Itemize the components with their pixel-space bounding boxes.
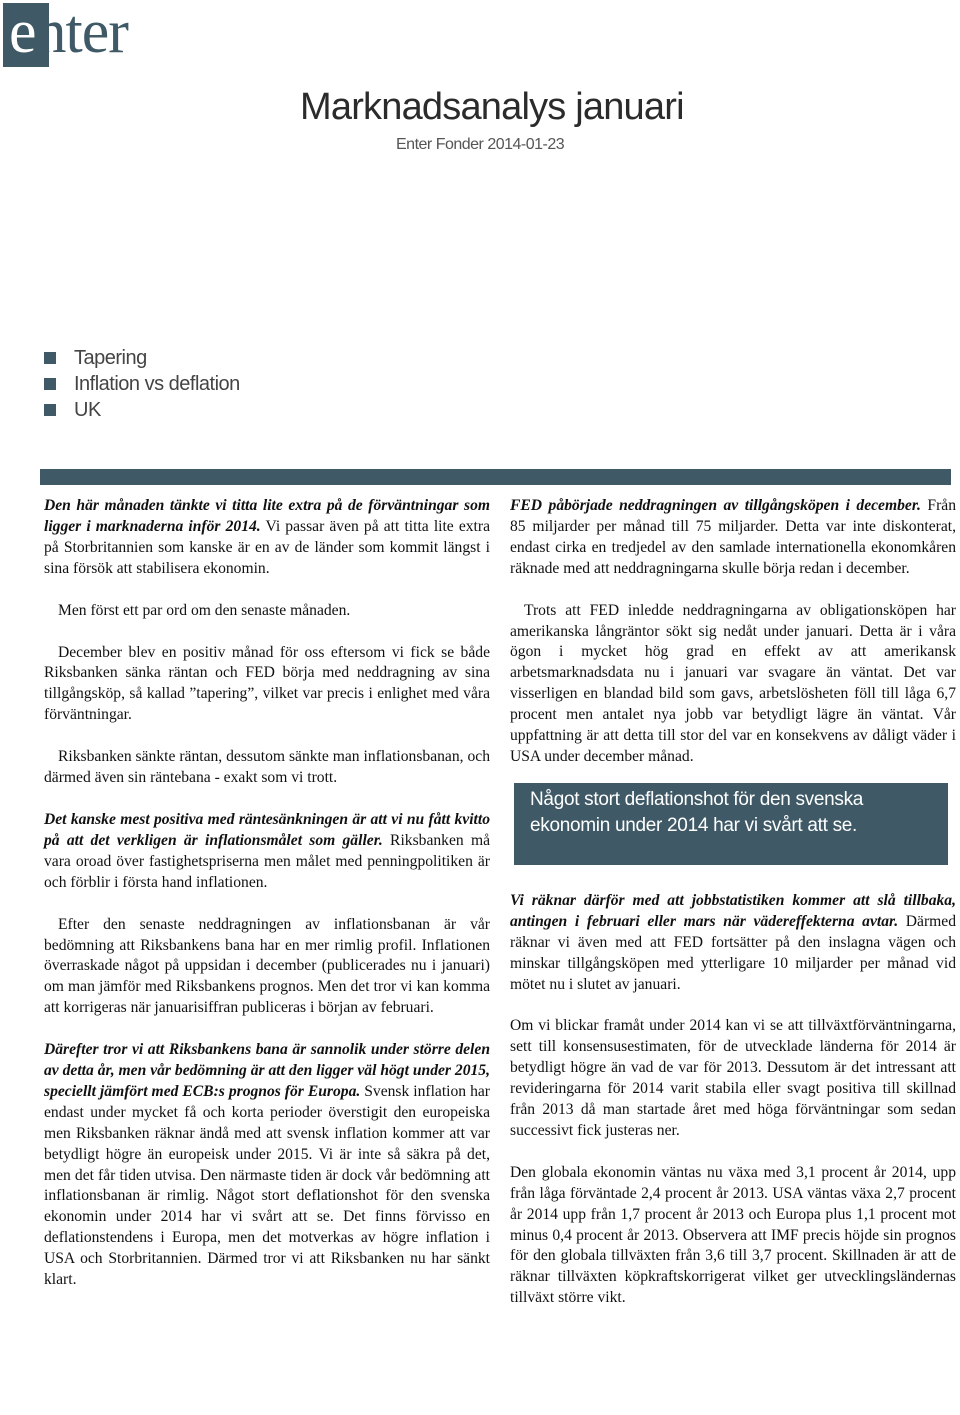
topic-item xyxy=(44,398,240,424)
topic-item xyxy=(44,372,240,398)
paragraph xyxy=(44,496,490,580)
enter-logo xyxy=(3,0,159,67)
topic-item xyxy=(44,346,240,372)
paragraph xyxy=(44,1040,490,1291)
pull-quote: Något stort deflationshot för den svenska ekonomin under 2014 har vi svårt att se. xyxy=(514,783,948,865)
left-column xyxy=(44,496,490,1312)
lead-bold: Det kanske mest positiva med räntesänkningen är att vi nu fått kvitto på att det verkligen är inflationsmålet som gäller. xyxy=(44,810,490,849)
paragraph xyxy=(510,496,956,580)
paragraph-text: Därmed räknar vi även med att FED fortsätter på den inslagna vägen och minskar tillgångsköpen med ytterligare 10 miljarder per månad vid mötet nu i slutet av januari. xyxy=(510,912,957,993)
paragraph: Den globala ekonomin väntas nu växa med 3,1 procent år 2014, upp från låga förväntade 2,4 procent år 2013. USA väntas växa 2,7 procent år 2014 upp från 1,7 procent år 2013 och Europa plus 1,1 procent mot minus 0,4 procent år 2013. Observera att IMF precis höjde sin prognos för den globala tillväxten från 3,6 till 3,7 procent. Skillnaden är att de räknar tillväxten köpkraftskorrigerat vilket ger utvecklingsländernas tillväxt större vikt. xyxy=(510,1163,956,1307)
topic-label: Tapering xyxy=(74,347,147,369)
logo-text: enter xyxy=(9,0,128,66)
paragraph: Riksbanken sänkte räntan, dessutom sänkte man inflationsbanan, och därmed även sin räntebana - exakt som vi trott. xyxy=(44,748,490,787)
topic-list xyxy=(44,346,240,424)
paragraph: Men först ett par ord om den senaste månaden. xyxy=(58,601,351,619)
right-column xyxy=(510,496,956,1330)
paragraph xyxy=(510,891,956,996)
lead-bold: FED påbörjade neddragningen av tillgångsköpen i december. xyxy=(510,497,921,514)
paragraph: Trots att FED inledde neddragningarna av obligationsköpen har amerikanska långräntor sökt sig nedåt under januari. Detta är i våra ögon i mycket hög grad en effekt av att amerikansk arbetsmarknadsdata nu i januari var svagare än väntat. Det var visserligen en blandad bild som gavs, arbetslösheten föll till låga 6,7 procent men antalet nya jobb var betydligt lägre än väntat. Vår uppfattning är att detta till stor del var en konsekvens av dåligt väder i USA under december månad. xyxy=(510,601,956,765)
paragraph-text: Vi passar även på att titta lite extra på Storbritannien som kanske är en av de länder som kommit längst i sina försök att stabilisera ekonomin. xyxy=(44,517,491,577)
paragraph-text: Riksbanken må vara oroad över fastighetspriserna men målet med penningpolitiken är och förblir i första hand inflationen. xyxy=(44,831,490,891)
square-bullet-icon xyxy=(44,404,56,416)
topic-label: Inflation vs deflation xyxy=(74,373,240,395)
lead-bold: Därefter tror vi att Riksbankens bana är sannolik under större delen av detta år, men vår bedömning är att den ligger väl högt under 2015, speciellt jämfört med ECB:s prognos för Europa. xyxy=(44,1041,490,1100)
paragraph-text: Svensk inflation har endast under mycket få och korta perioder överstigit den europeiska men Riksbanken räknar ändå med att svensk inflation kommer att var betydligt högre än europeisk under 2015. Vi är inte så säkra på det, men det får tiden utvisa. Den närmaste tiden är dock vår bedömning att inflationsbanan är rimlig. Något stort deflationshot för den svenska ekonomin under 2014 har vi svårt att se. Det finns förvisso en deflationstendens i Europa, men det motverkas av högre inflation i USA och Storbritannien. Därmed tror vi att Riksbanken nu har sänkt klart. xyxy=(44,1082,490,1289)
lead-bold: Den här månaden tänkte vi titta lite extra på de förväntningar som ligger i marknaderna inför 2014. xyxy=(44,497,490,535)
lead-bold: Vi räknar därför med att jobbstatistiken kommer att slå tillbaka, antingen i februari eller mars när vädereffekterna avtar. xyxy=(510,891,956,930)
paragraph xyxy=(44,810,490,894)
section-divider xyxy=(40,469,951,485)
paragraph: December blev en positiv månad för oss eftersom vi fick se både Riksbanken sänka räntan och FED börja med neddragning av sina tillgångsköp, så kallad ”tapering”, vilket var precis i enlighet med våra förväntningar. xyxy=(44,643,490,724)
page-title: Marknadsanalys januari xyxy=(300,86,684,128)
topic-label: UK xyxy=(74,399,101,421)
paragraph: Efter den senaste neddragningen av inflationsbanan är vår bedömning att Riksbankens bana har en mer rimlig profil. Inflationen överraskade något på uppsidan i december (publicerades nu i januari) om man jämför med Riksbankens prognos. Men det tror vi kan komma att korrigeras när januarisiffran publiceras i början av februari. xyxy=(44,915,490,1017)
page-subtitle: Enter Fonder 2014-01-23 xyxy=(396,136,565,153)
square-bullet-icon xyxy=(44,352,56,364)
square-bullet-icon xyxy=(44,378,56,390)
paragraph-text: Från 85 miljarder per månad till 75 miljarder. Detta var inte diskonterat, endast cirka en tredjedel av den samlade internationella ekonomkåren räknade med att neddragningarna skulle börja redan i december. xyxy=(510,497,956,577)
paragraph: Om vi blickar framåt under 2014 kan vi se att tillväxtförväntningarna, sett till konsensusestimaten, för de utvecklade länderna för 2014 är betydligt högre än vad de var för 2013. Dessutom är det intressant att revideringarna för 2014 varit stabila eller svagt positiva till skillnad från 2013 då man startade året med höga förväntningar som sedan successivt fick justeras ner. xyxy=(510,1017,956,1139)
